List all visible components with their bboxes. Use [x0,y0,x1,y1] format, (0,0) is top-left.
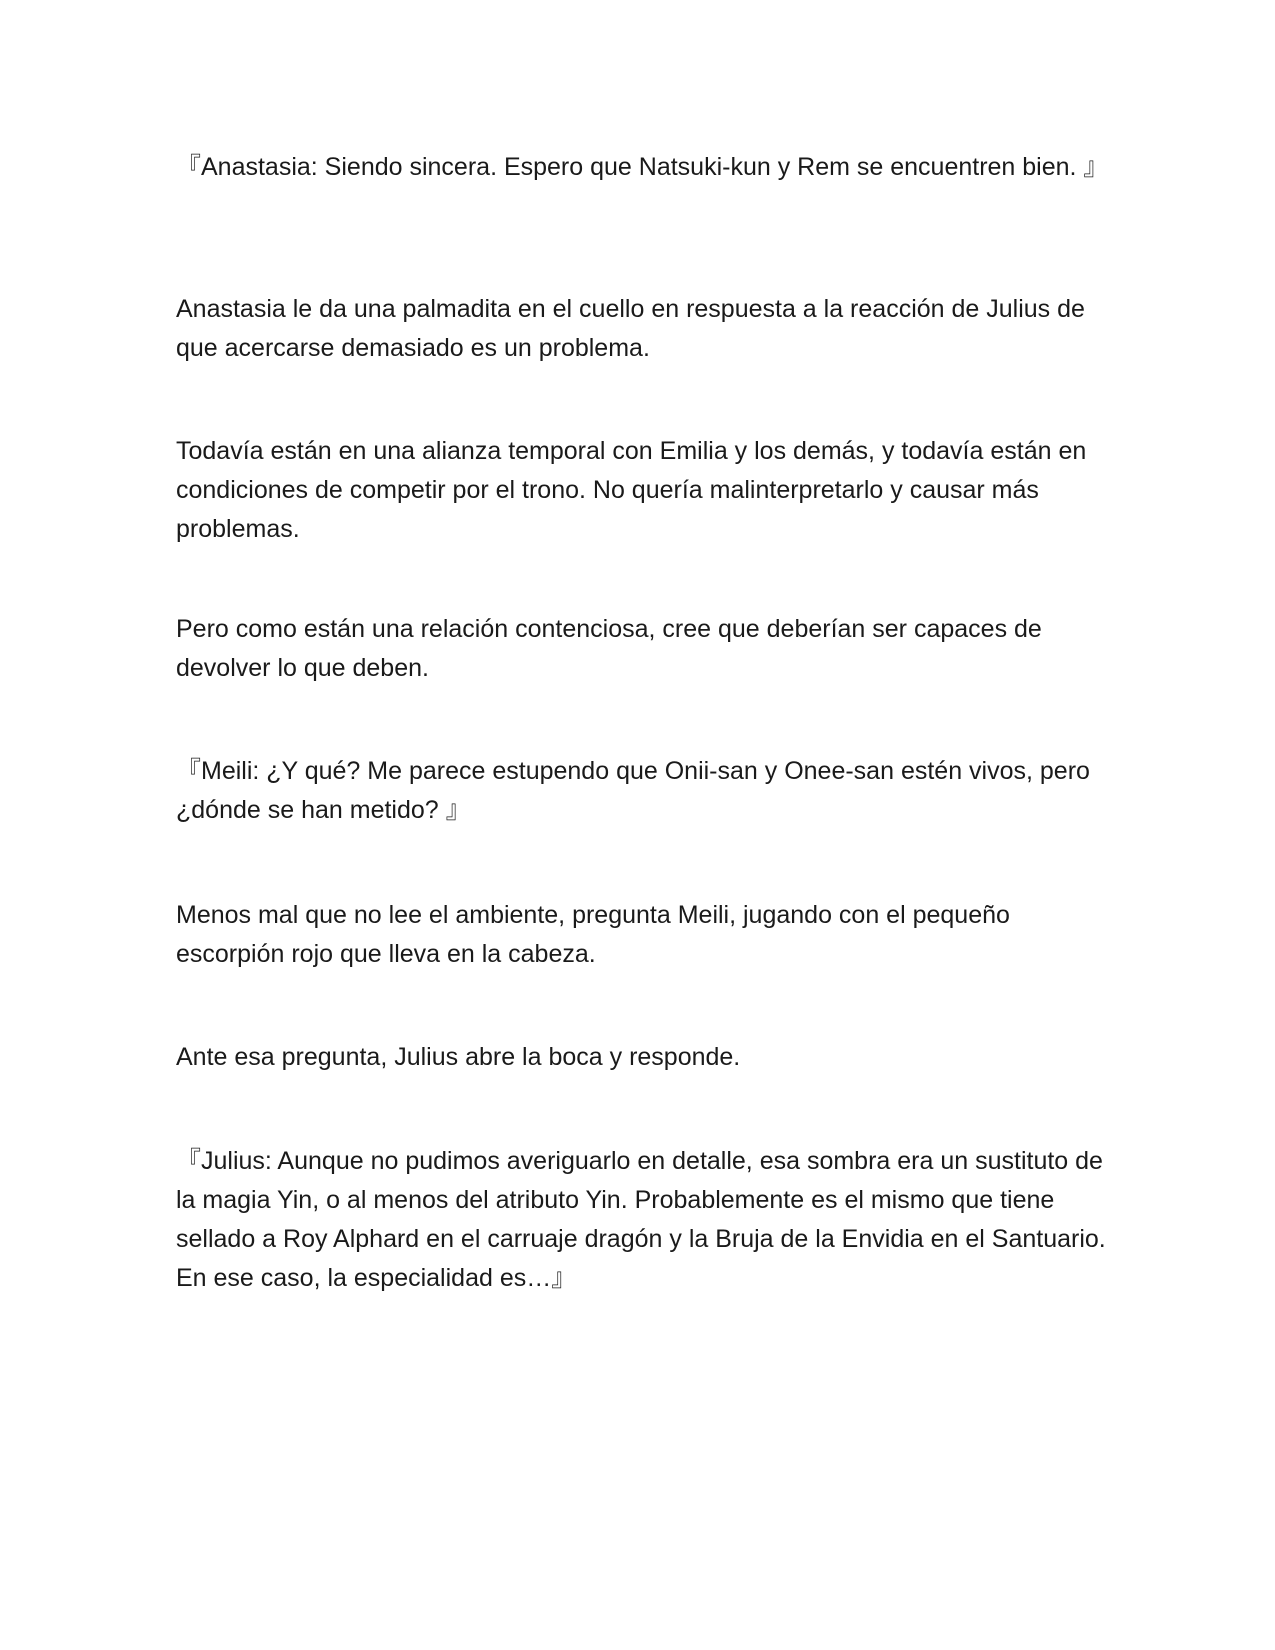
narration-paragraph-3: Pero como están una relación contenciosa, cree que deberían ser capaces de devolver lo que deben. [176,615,1042,682]
narration-paragraph-1: Anastasia le da una palmadita en el cuello en respuesta a la reacción de Julius de que acercarse demasiado es un problema. [176,295,1085,362]
narration-paragraph-2: Todavía están en una alianza temporal con Emilia y los demás, y todavía están en condiciones de competir por el trono. No quería malinterpretarlo y causar más problemas. [176,437,1087,543]
narration-paragraph-5: Ante esa pregunta, Julius abre la boca y responde. [176,1043,741,1071]
narration-paragraph-4: Menos mal que no lee el ambiente, pregunta Meili, jugando con el pequeño escorpión rojo que lleva en la cabeza. [176,901,1010,968]
dialogue-meili: 『Meili: ¿Y qué? Me parece estupendo que Onii-san y Onee-san estén vivos, pero ¿dónde se han metido? 』 [176,757,1090,824]
dialogue-julius: 『Julius: Aunque no pudimos averiguarlo en detalle, esa sombra era un sustituto de la magia Yin, o al menos del atributo Yin. Probablemente es el mismo que tiene sellado a Roy Alphard en el carruaje dragón y la Bruja de la Envidia en el Santuario. En ese caso, la especialidad es…』 [176,1147,1106,1292]
dialogue-anastasia: 『Anastasia: Siendo sincera. Espero que Natsuki-kun y Rem se encuentren bien. 』 [176,153,1109,181]
